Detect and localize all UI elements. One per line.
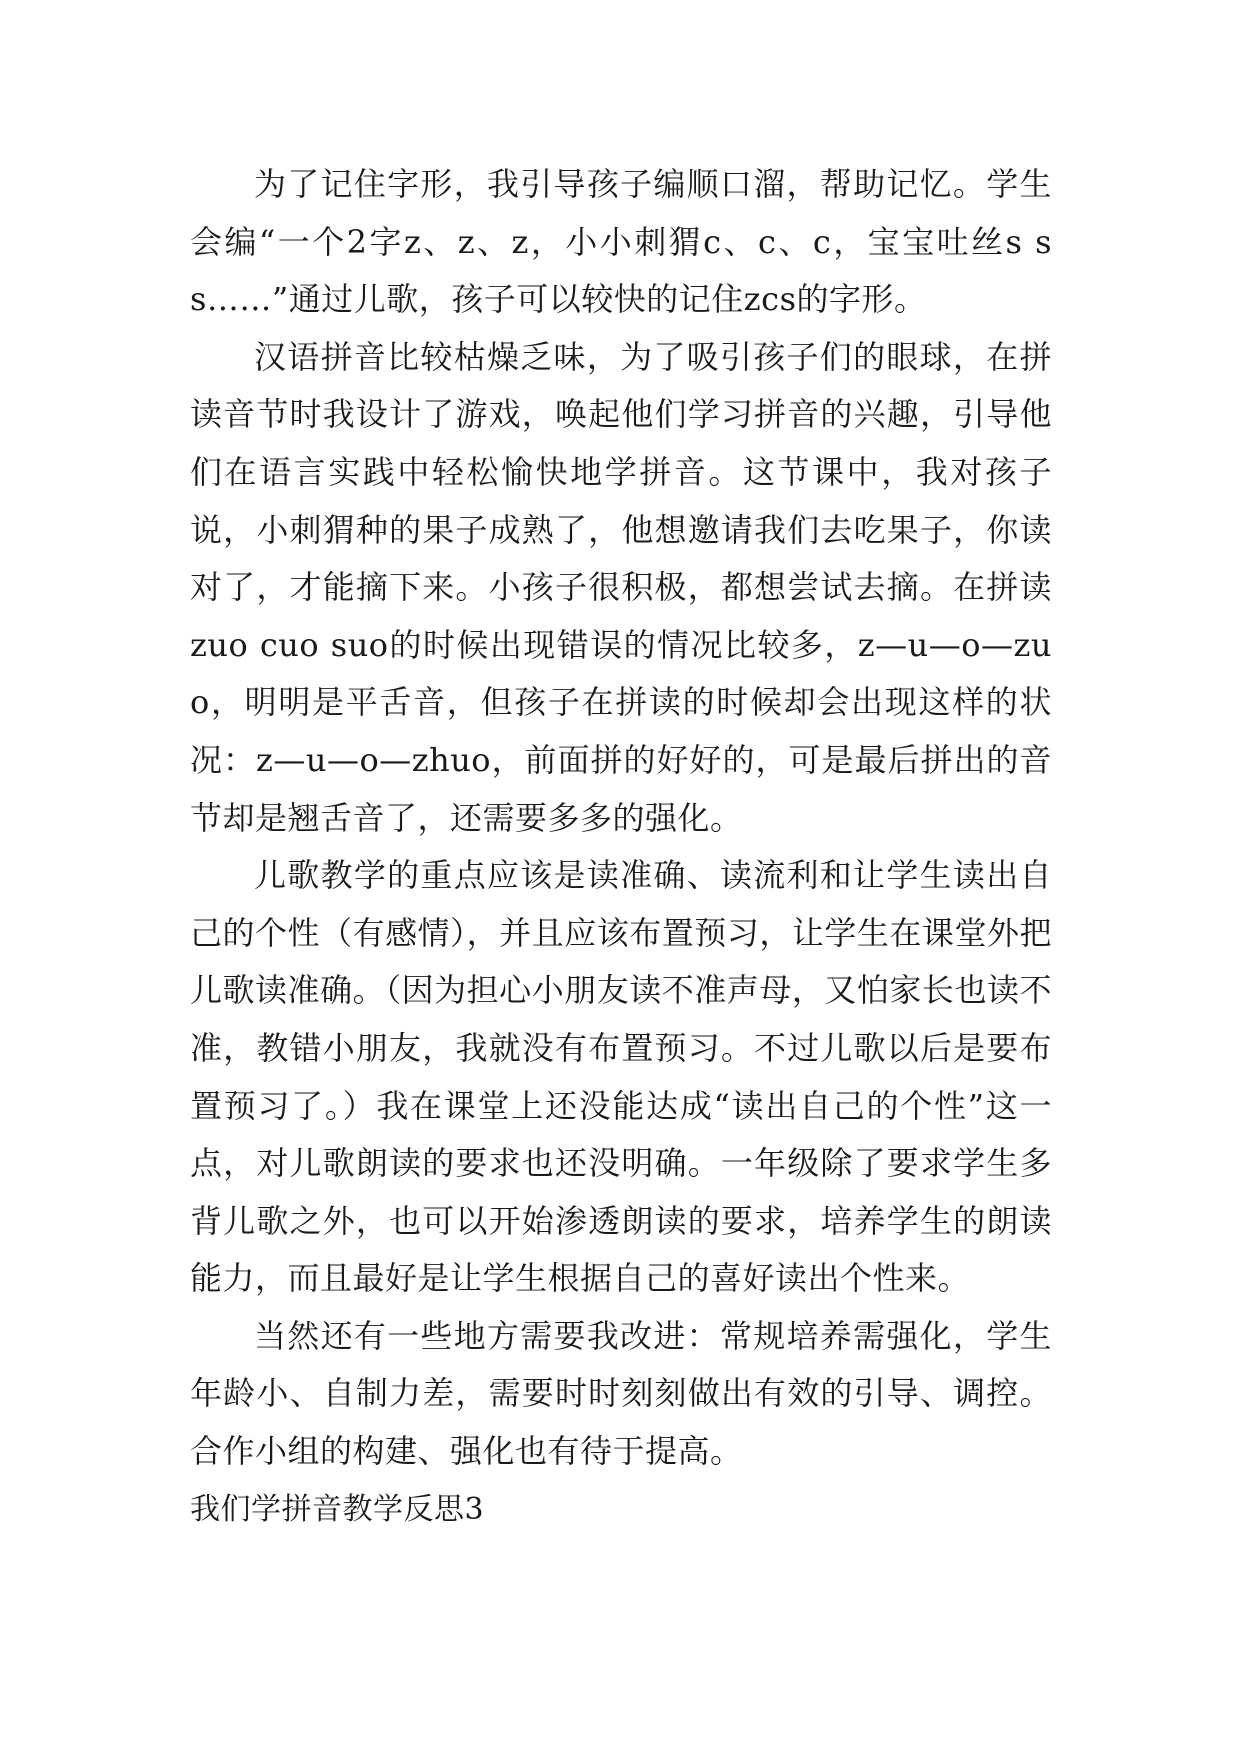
section-heading: 我们学拼音教学反思3 <box>190 1491 485 1527</box>
document-body <box>190 156 1052 1538</box>
paragraph-nursery-rhyme: 儿歌教学的重点应该是读准确、读流利和让学生读出自己的个性（有感情），并且应该布置预习，让学生在课堂外把儿歌读准确。（因为担心小朋友读不准声母，又怕家长也读不准，教错小朋友，我就没有布置预习。不过儿歌以后是要布置预习了。）我在课堂上还没能达成“读出自己的个性”这一点，对儿歌朗读的要求也还没明确。一年级除了要求学生多背儿歌之外，也可以开始渗透朗读的要求，培养学生的朗读能力，而且最好是让学生根据自己的喜好读出个性来。 <box>190 856 1052 1298</box>
paragraph-mnemonic: 为了记住字形，我引导孩子编顺口溜，帮助记忆。学生会编“一个2字z、z、z，小小刺猬c、c、c，宝宝吐丝s s s……”通过儿歌，孩子可以较快的记住zcs的字形。 <box>190 165 1052 319</box>
paragraph-improvement: 当然还有一些地方需要我改进：常规培养需强化，学生年龄小、自制力差，需要时时刻刻做出有效的引导、调控。合作小组的构建、强化也有待于提高。 <box>190 1316 1052 1471</box>
paragraph-game: 汉语拼音比较枯燥乏味，为了吸引孩子们的眼球，在拼读音节时我设计了游戏，唤起他们学习拼音的兴趣，引导他们在语言实践中轻松愉快地学拼音。这节课中，我对孩子说，小刺猬种的果子成熟了，他想邀请我们去吃果子，你读对了，才能摘下来。小孩子很积极，都想尝试去摘。在拼读zuo cuo suo的时候出现错误的情况比较多，z—u—o—zuo，明明是平舌音，但孩子在拼读的时候却会出现这样的状况：z—u—o—zhuo，前面拼的好好的，可是最后拼出的音节却是翘舌音了，还需要多多的强化。 <box>190 337 1052 837</box>
